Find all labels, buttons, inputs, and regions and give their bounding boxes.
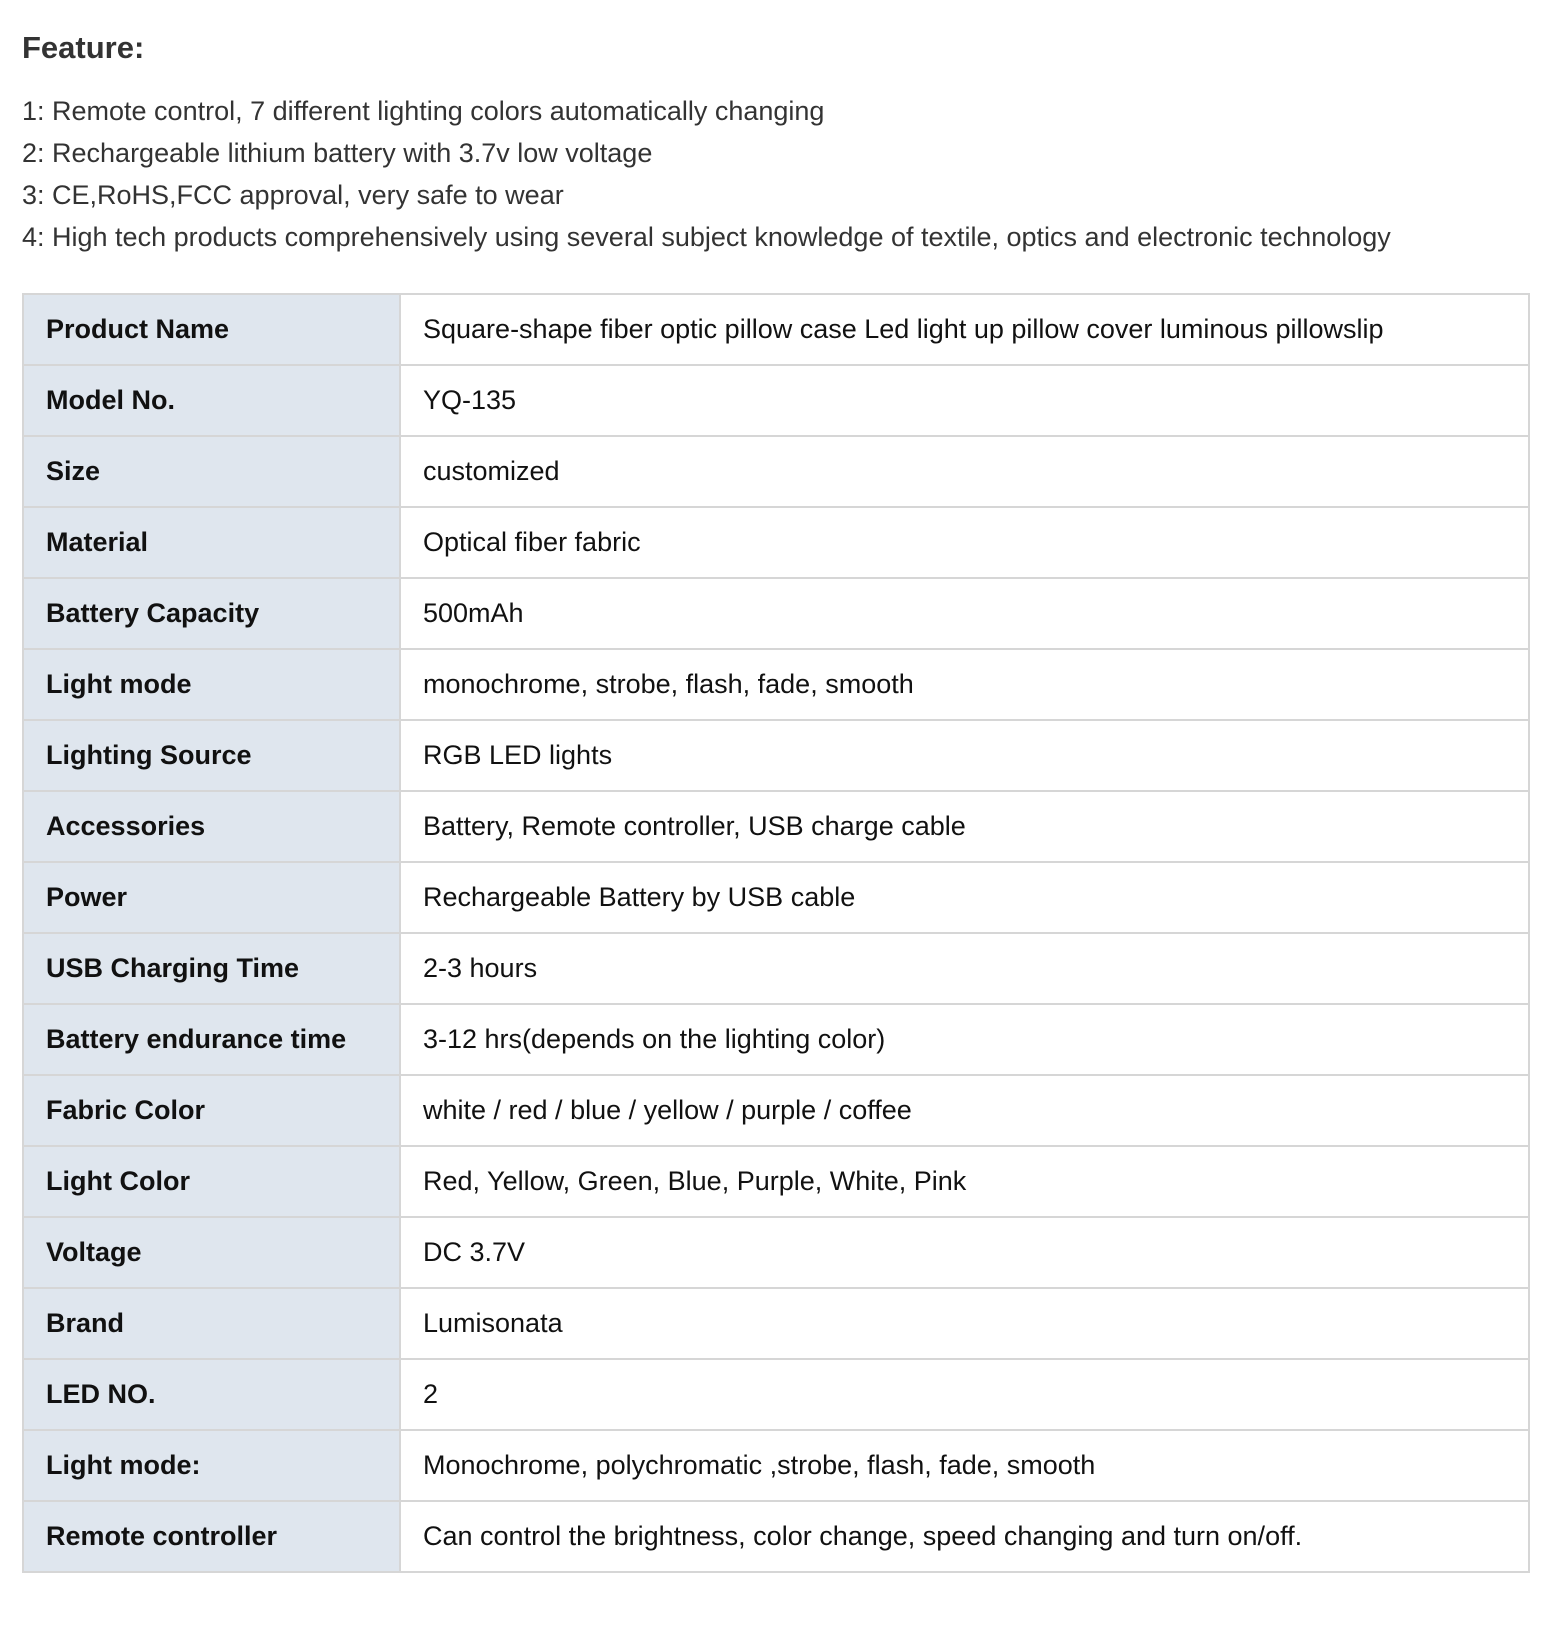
spec-label: LED NO. xyxy=(23,1359,400,1430)
spec-value: Monochrome, polychromatic ,strobe, flash, fade, smooth xyxy=(400,1430,1529,1501)
spec-label: Battery Capacity xyxy=(23,578,400,649)
spec-value: DC 3.7V xyxy=(400,1217,1529,1288)
table-row xyxy=(23,649,1529,720)
feature-heading: Feature: xyxy=(22,30,145,65)
spec-label: Light Color xyxy=(23,1146,400,1217)
spec-value: 500mAh xyxy=(400,578,1529,649)
spec-label: USB Charging Time xyxy=(23,933,400,1004)
spec-label: Battery endurance time xyxy=(23,1004,400,1075)
spec-value: Lumisonata xyxy=(400,1288,1529,1359)
spec-label: Light mode: xyxy=(23,1430,400,1501)
spec-label: Remote controller xyxy=(23,1501,400,1572)
spec-label: Brand xyxy=(23,1288,400,1359)
table-row xyxy=(23,1075,1529,1146)
spec-value: Battery, Remote controller, USB charge cable xyxy=(400,791,1529,862)
spec-table xyxy=(22,293,1530,1573)
table-row xyxy=(23,294,1529,365)
spec-value: YQ-135 xyxy=(400,365,1529,436)
table-row xyxy=(23,791,1529,862)
spec-value: monochrome, strobe, flash, fade, smooth xyxy=(400,649,1529,720)
table-row xyxy=(23,1004,1529,1075)
spec-value: customized xyxy=(400,436,1529,507)
table-row xyxy=(23,1288,1529,1359)
spec-value: white / red / blue / yellow / purple / coffee xyxy=(400,1075,1529,1146)
feature-item: 1: Remote control, 7 different lighting colors automatically changing xyxy=(22,96,825,126)
table-row xyxy=(23,436,1529,507)
feature-list xyxy=(22,90,1530,258)
table-row xyxy=(23,933,1529,1004)
table-row xyxy=(23,507,1529,578)
feature-item: 4: High tech products comprehensively using several subject knowledge of textile, optics and electronic technology xyxy=(22,222,1391,252)
spec-value: Red, Yellow, Green, Blue, Purple, White, Pink xyxy=(400,1146,1529,1217)
spec-label: Lighting Source xyxy=(23,720,400,791)
table-row xyxy=(23,720,1529,791)
spec-value: 3-12 hrs(depends on the lighting color) xyxy=(400,1004,1529,1075)
spec-label: Size xyxy=(23,436,400,507)
table-row xyxy=(23,1217,1529,1288)
spec-value: 2-3 hours xyxy=(400,933,1529,1004)
table-row xyxy=(23,1359,1529,1430)
spec-value: RGB LED lights xyxy=(400,720,1529,791)
feature-item: 2: Rechargeable lithium battery with 3.7v low voltage xyxy=(22,138,653,168)
spec-label: Fabric Color xyxy=(23,1075,400,1146)
table-row xyxy=(23,1430,1529,1501)
product-description xyxy=(22,24,1530,1551)
spec-value: Can control the brightness, color change, speed changing and turn on/off. xyxy=(400,1501,1529,1572)
feature-item: 3: CE,RoHS,FCC approval, very safe to wear xyxy=(22,180,564,210)
spec-label: Product Name xyxy=(23,294,400,365)
spec-label: Material xyxy=(23,507,400,578)
table-row xyxy=(23,862,1529,933)
spec-value: 2 xyxy=(400,1359,1529,1430)
spec-value: Square-shape fiber optic pillow case Led light up pillow cover luminous pillowslip xyxy=(400,294,1529,365)
spec-value: Optical fiber fabric xyxy=(400,507,1529,578)
spec-label: Voltage xyxy=(23,1217,400,1288)
table-row xyxy=(23,1501,1529,1572)
spec-label: Model No. xyxy=(23,365,400,436)
table-row xyxy=(23,578,1529,649)
spec-value: Rechargeable Battery by USB cable xyxy=(400,862,1529,933)
spec-label: Power xyxy=(23,862,400,933)
spec-label: Accessories xyxy=(23,791,400,862)
table-row xyxy=(23,365,1529,436)
table-row xyxy=(23,1146,1529,1217)
spec-label: Light mode xyxy=(23,649,400,720)
